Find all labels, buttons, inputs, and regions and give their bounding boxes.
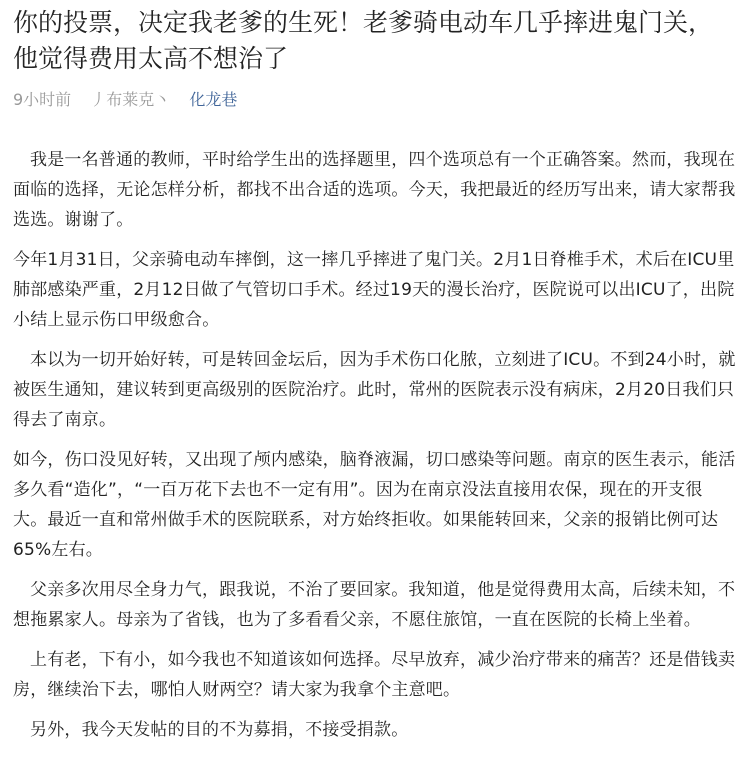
paragraph: 父亲多次用尽全身力气，跟我说，不治了要回家。我知道，他是觉得费用太高，后续未知，不想拖累家人。母亲为了省钱，也为了多看看父亲，不愿住旅馆，一直在医院的长椅上坐着。	[13, 580, 736, 630]
article-title: 你的投票，决定我老爹的生死！老爹骑电动车几乎摔进鬼门关，他觉得费用太高不想治了	[13, 8, 714, 73]
paragraph: 我是一名普通的教师，平时给学生出的选择题里，四个选项总有一个正确答案。然而，我现在面临的选择，无论怎样分析，都找不出合适的选项。今天，我把最近的经历写出来，请大家帮我选选。谢谢了。	[13, 150, 736, 230]
post-time: 9小时前	[13, 90, 72, 109]
paragraph: 上有老，下有小，如今我也不知道该如何选择。尽早放弃，减少治疗带来的痛苦？还是借钱卖房，继续治下去，哪怕人财两空？请大家为我拿个主意吧。	[13, 650, 736, 700]
article-body	[13, 145, 736, 755]
author-name[interactable]: 丿布莱克丶	[90, 90, 171, 109]
source-link[interactable]: 化龙巷	[189, 90, 238, 109]
paragraph: 本以为一切开始好转，可是转回金坛后，因为手术伤口化脓，立刻进了ICU。不到24小时，就被医生通知，建议转到更高级别的医院治疗。此时，常州的医院表示没有病床，2月20日我们只得去了南京。	[13, 350, 736, 430]
paragraph: 如今，伤口没见好转，又出现了颅内感染，脑脊液漏，切口感染等问题。南京的医生表示，能活多久看“造化”，“一百万花下去也不一定有用”。因为在南京没法直接用农保，现在的开支很大。最近一直和常州做手术的医院联系，对方始终拒收。如果能转回来，父亲的报销比例可达65%左右。	[13, 450, 736, 560]
article-meta	[13, 87, 237, 113]
paragraph: 另外，我今天发帖的目的不为募捐，不接受捐款。	[30, 720, 409, 740]
paragraph: 今年1月31日，父亲骑电动车摔倒，这一摔几乎摔进了鬼门关。2月1日脊椎手术，术后在ICU里肺部感染严重，2月12日做了气管切口手术。经过19天的漫长治疗，医院说可以出ICU了，出院小结上显示伤口甲级愈合。	[13, 250, 735, 330]
